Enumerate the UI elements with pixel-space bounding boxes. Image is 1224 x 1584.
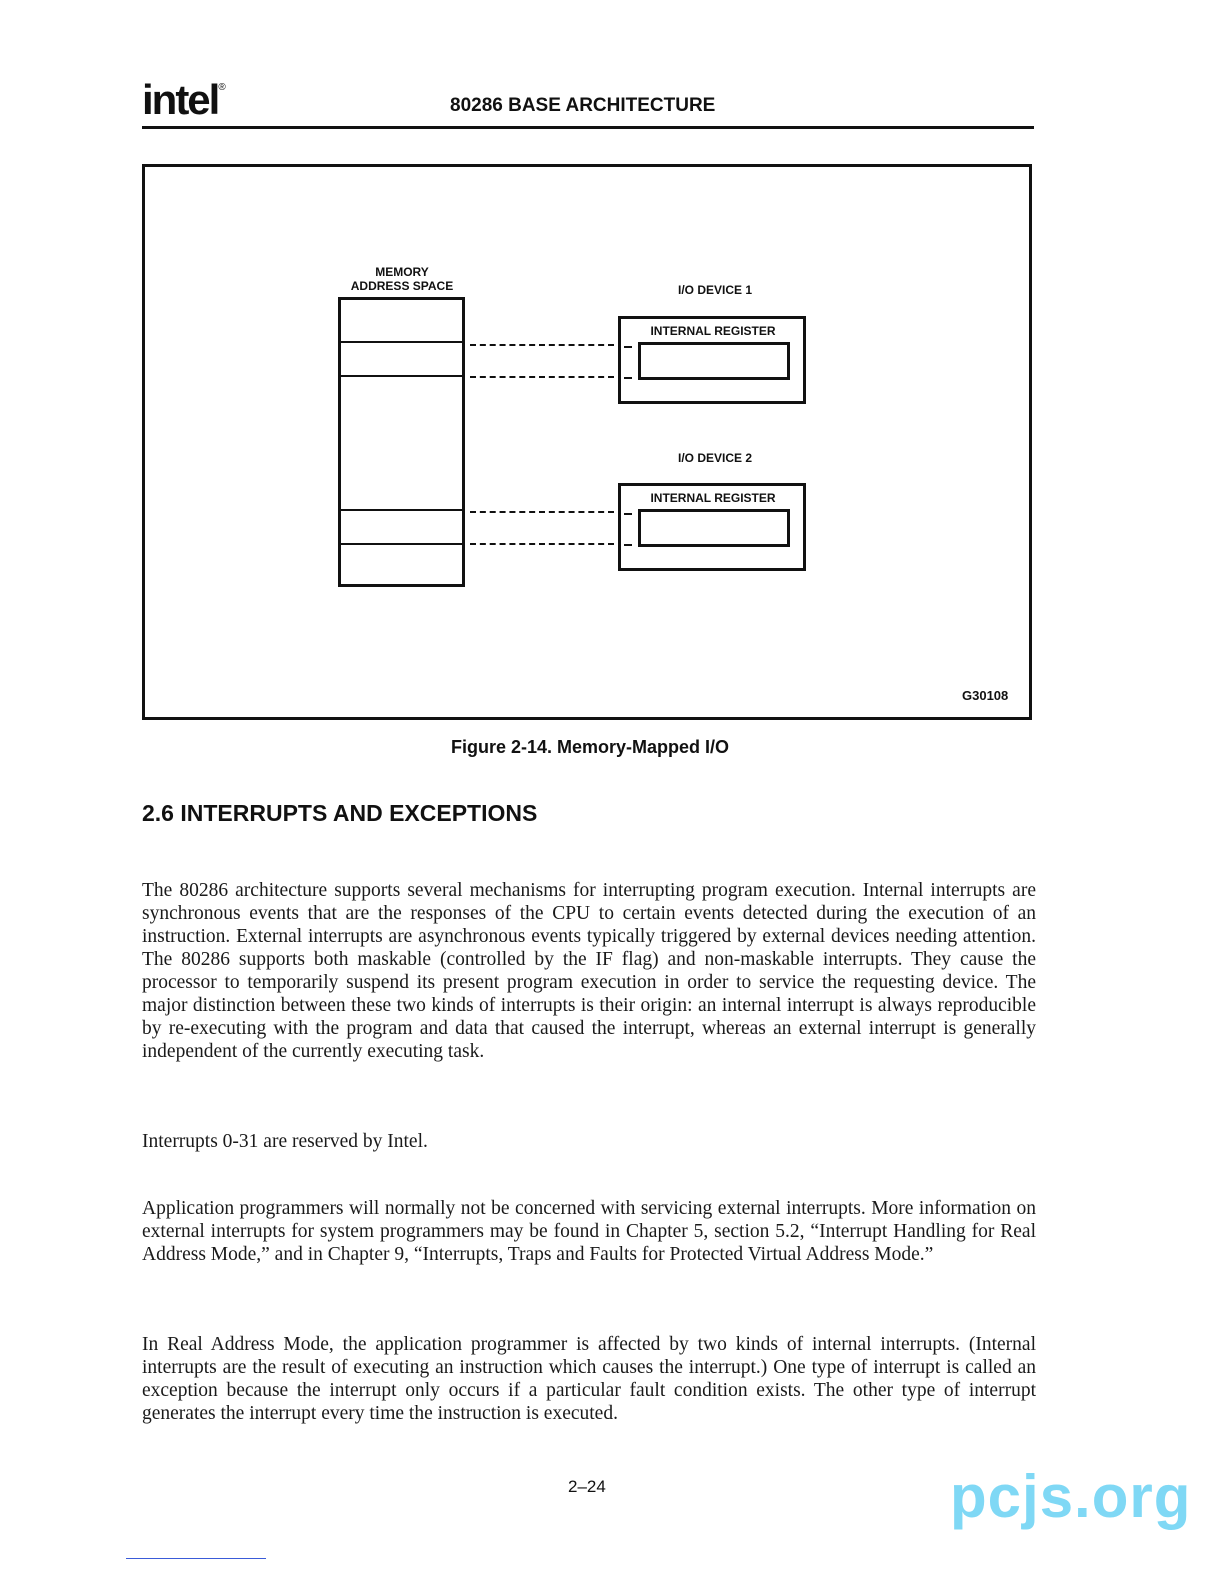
paragraph: The 80286 architecture supports several mechanisms for interrupting program execution. Internal interrupts are synchronous events that are the responses of the CPU to certain events detected during the execution of an instruction. External interrupts are asynchronous events typically triggered by external devices needing attention. The 80286 supports both maskable (controlled by the IF flag) and non-maskable interrupts. They cause the processor to temporarily suspend its present program execution in order to service the requesting device. The major distinction between these two kinds of interrupts is their origin: an internal interrupt is always reproducible by re-executing with the program and data that caused the interrupt, whereas an external interrupt is generally independent of the currently executing task. <box>142 880 1036 1062</box>
paragraph: In Real Address Mode, the application programmer is affected by two kinds of internal interrupts. (Internal interrupts are the result of executing an instruction which causes the interrupt.) One type of interrupt is called an exception because the interrupt only occurs if a particular fault condition exists. The other type of interrupt generates the interrupt every time the instruction is executed. <box>142 1334 1036 1424</box>
memory-label <box>334 265 470 293</box>
io-device-2-register-label: INTERNAL REGISTER <box>650 491 776 505</box>
paragraph: Application programmers will normally not be concerned with servicing external interrupts. More information on external interrupts for system programmers may be found in Chapter 5, section 5.2, “Interrupt Handling for Real Address Mode,” and in Chapter 9, “Interrupts, Traps and Faults for Protected Virtual Address Mode.” <box>142 1198 1036 1265</box>
section-heading: 2.6 INTERRUPTS AND EXCEPTIONS <box>142 800 538 826</box>
register-connector <box>624 346 632 348</box>
mapping-dashed-line <box>470 344 614 346</box>
register-connector <box>624 377 632 379</box>
io-device-2-label: I/O DEVICE 2 <box>677 451 753 465</box>
page-header-title: 80286 BASE ARCHITECTURE <box>450 95 716 116</box>
mapping-dashed-line <box>470 543 614 545</box>
memory-label-line1: MEMORY <box>375 265 429 279</box>
paragraph: Interrupts 0-31 are reserved by Intel. <box>142 1131 428 1152</box>
mapping-dashed-line <box>470 511 614 513</box>
io-device-1-register-label: INTERNAL REGISTER <box>650 324 776 338</box>
io-device-1-register-box <box>638 342 790 380</box>
intel-logo <box>142 76 224 124</box>
memory-divider <box>338 509 465 511</box>
logo-text: intel <box>142 76 219 123</box>
io-device-1-label: I/O DEVICE 1 <box>677 283 753 297</box>
registered-mark: ® <box>218 82 224 93</box>
memory-divider <box>338 543 465 545</box>
figure-caption: Figure 2-14. Memory-Mapped I/O <box>450 737 730 757</box>
register-connector <box>624 544 632 546</box>
footer-link-underline <box>126 1558 266 1559</box>
figure-frame <box>142 164 1032 720</box>
figure-id: G30108 <box>962 688 1009 703</box>
memory-divider <box>338 341 465 343</box>
mapping-dashed-line <box>470 376 614 378</box>
pcjs-watermark: pcjs.org <box>950 1463 1192 1530</box>
register-connector <box>624 513 632 515</box>
header-rule <box>142 126 1034 129</box>
io-device-2-register-box <box>638 509 790 547</box>
memory-divider <box>338 375 465 377</box>
page-number: 2–24 <box>568 1477 606 1496</box>
memory-label-line2: ADDRESS SPACE <box>350 279 454 293</box>
